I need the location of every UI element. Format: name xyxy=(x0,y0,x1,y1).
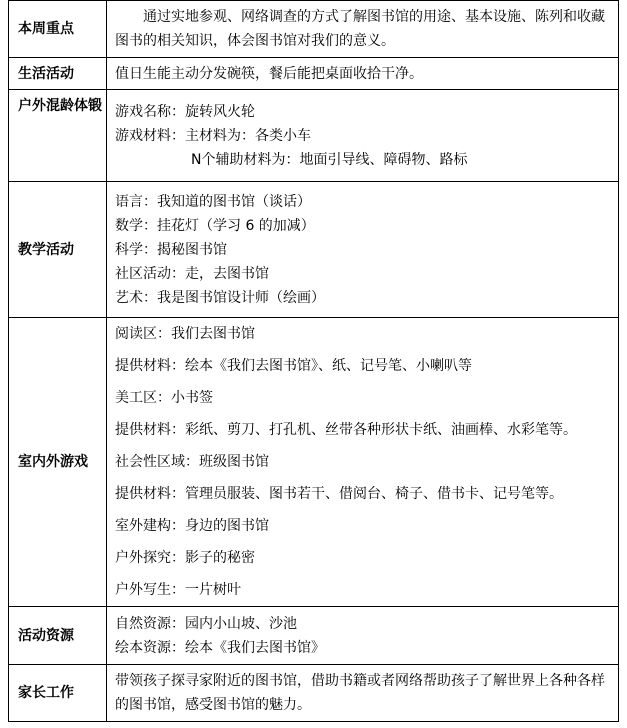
table-row xyxy=(9,607,619,665)
weekly-plan-table xyxy=(8,0,619,722)
outdoor-line: 游戏材料：主材料为：各类小车 xyxy=(115,127,311,144)
teaching-line: 科学：揭秘图书馆 xyxy=(115,241,227,258)
games-line: 室外建构：身边的图书馆 xyxy=(115,518,269,534)
row-content-games xyxy=(107,318,619,607)
row-label-parents: 家长工作 xyxy=(9,665,107,722)
games-line: 提供材料：管理员服装、图书若干、借阅台、椅子、借书卡、记号笔等。 xyxy=(115,486,563,502)
games-line: 美工区：小书签 xyxy=(115,390,213,406)
life-text: 值日生能主动分发碗筷，餐后能把桌面收拾干净。 xyxy=(115,65,423,82)
outdoor-line: 游戏名称：旋转风火轮 xyxy=(115,103,255,120)
table-row xyxy=(9,58,619,90)
parents-text: 带领孩子探寻家附近的图书馆，借助书籍或者网络帮助孩子了解世界上各种各样的图书馆，感受图书馆的魅力。 xyxy=(115,673,605,713)
table-row xyxy=(9,318,619,607)
row-label-outdoor: 户外混龄体锻 xyxy=(9,90,107,182)
table-row xyxy=(9,1,619,58)
row-label-games: 室内外游戏 xyxy=(9,318,107,607)
teaching-line: 数学：挂花灯（学习 6 的加减） xyxy=(115,217,315,234)
table-row xyxy=(9,90,619,182)
row-content-outdoor xyxy=(107,90,619,182)
games-line: 户外写生：一片树叶 xyxy=(115,582,241,598)
row-label-resources: 活动资源 xyxy=(9,607,107,665)
games-line: 提供材料：彩纸、剪刀、打孔机、丝带各种形状卡纸、油画棒、水彩笔等。 xyxy=(115,422,577,438)
table-row xyxy=(9,182,619,318)
row-content-teaching xyxy=(107,182,619,318)
row-content-focus xyxy=(107,1,619,58)
row-content-parents xyxy=(107,665,619,722)
row-label-life: 生活活动 xyxy=(9,58,107,90)
row-content-resources xyxy=(107,607,619,665)
games-line: 户外探究：影子的秘密 xyxy=(115,550,255,566)
teaching-line: 艺术：我是图书馆设计师（绘画） xyxy=(115,289,325,306)
row-label-teaching: 教学活动 xyxy=(9,182,107,318)
row-label-focus: 本周重点 xyxy=(9,1,107,58)
outdoor-line: N个辅助材料为：地面引导线、障碍物、路标 xyxy=(191,151,468,168)
games-line: 提供材料：绘本《我们去图书馆》、纸、记号笔、小喇叭等 xyxy=(115,358,472,374)
teaching-line: 社区活动：走，去图书馆 xyxy=(115,265,269,282)
table-row xyxy=(9,665,619,722)
resources-line: 自然资源：园内小山坡、沙池 xyxy=(115,615,297,632)
games-line: 阅读区：我们去图书馆 xyxy=(115,326,255,342)
focus-text: 通过实地参观、网络调查的方式了解图书馆的用途、基本设施、陈列和收藏图书的相关知识，体会图书馆对我们的意义。 xyxy=(115,9,605,49)
resources-line: 绘本资源：绘本《我们去图书馆》 xyxy=(115,639,325,656)
row-content-life xyxy=(107,58,619,90)
games-line: 社会性区域：班级图书馆 xyxy=(115,454,269,470)
teaching-line: 语言：我知道的图书馆（谈话） xyxy=(115,193,311,210)
